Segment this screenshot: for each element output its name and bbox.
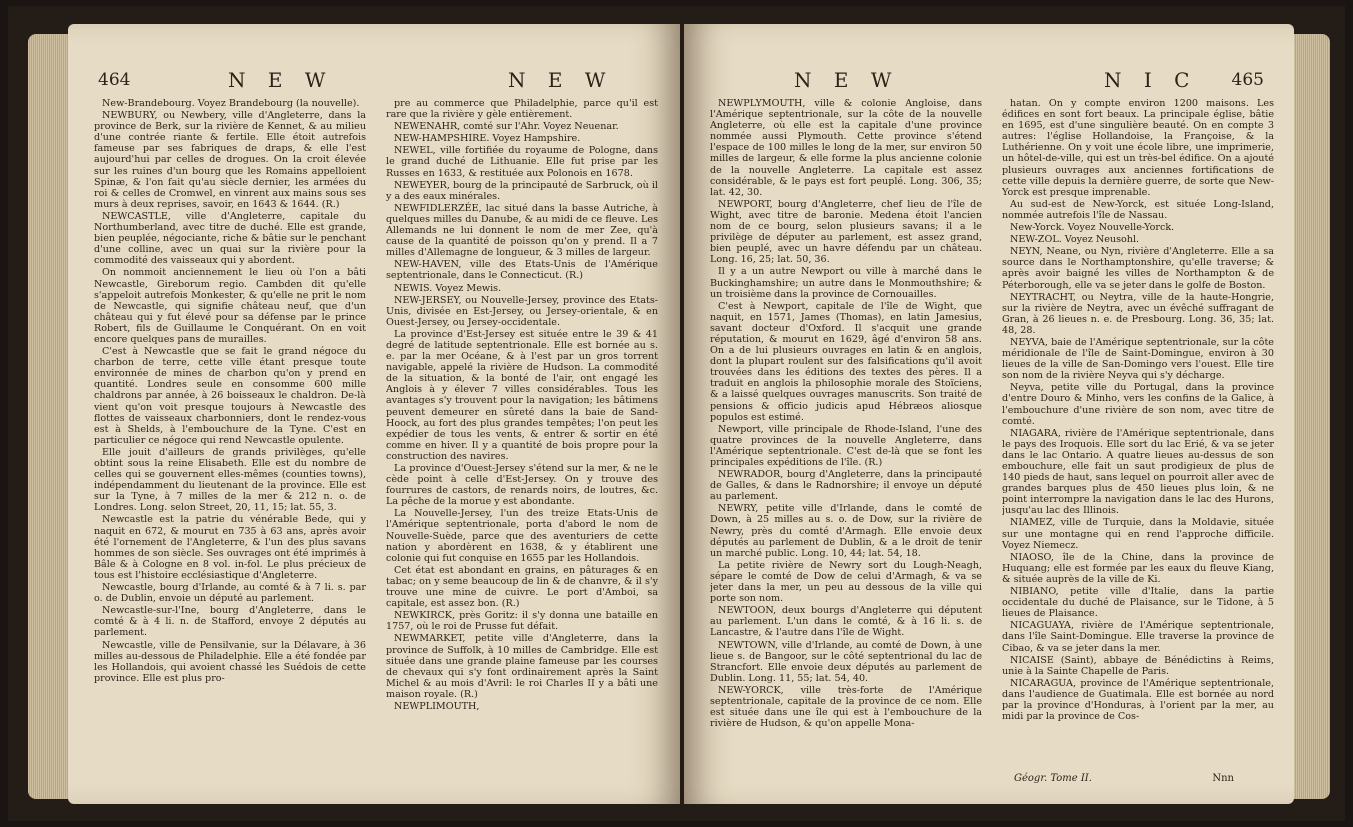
right-running-head <box>714 68 1264 94</box>
entry-paragraph: NEW-HAMPSHIRE. Voyez Hampshire. <box>394 133 581 145</box>
entry-paragraph: NEYTRACHT, ou Neytra, ville de la haute-Hongrie, sur la rivière de Neytra, avec un évêché suffragant de Gran, à 26 lieues n. e. de Presbourg. Long. 36, 35; lat. 48, 28. <box>1002 291 1274 336</box>
entry-paragraph: NEWENAHR, comté sur l'Ahr. Voyez Neuenar. <box>394 121 619 133</box>
entry-paragraph: Cet état est abondant en grains, en pâturages & en tabac; on y seme beaucoup de lin & de chanvre, & il s'y trouve une mine de cuivre. Le port d'Amboi, sa capitale, est assez bon. (R.) <box>386 564 658 610</box>
right-page-number: 465 <box>1231 70 1264 90</box>
entry-paragraph: La Nouvelle-Jersey, l'un des treize Etats-Unis de l'Amérique septentrionale, porta d'abord le nom de Nouvelle-Suède, parce que des aventuriers de cette nation y abordèrent en 1638, & y établirent une colonie qui fut conquise en 1655 par les Hollandois. <box>386 508 658 564</box>
right-page <box>684 24 1294 804</box>
entry-paragraph: NEWEL, ville fortifiée du royaume de Pologne, dans le grand duché de Lithuanie. Elle fut prise par les Russes en 1633, & restituée aux Polonois en 1678. <box>386 145 658 179</box>
entry-paragraph: Elle jouit d'ailleurs de grands privilèges, qu'elle obtint sous la reine Elisabeth. Elle est du nombre de celles qui se gouvernent elles-mêmes (counties towns), indépendamment du lieutenant de la province. Elle est sur la Tyne, à 7 milles de la mer & 212 n. o. de Londres. Long. selon Street, 20, 11, 15; lat. 55, 3. <box>94 446 366 514</box>
entry-paragraph: NICARAGUA, province de l'Amérique septentrionale, dans l'audience de Guatimala. Elle est bornée au nord par la province d'Honduras, à l'orient par la mer, au midi par la province de Cos- <box>1002 677 1274 723</box>
entry-paragraph: NEWTOON, deux bourgs d'Angleterre qui députent au parlement. L'un dans le comté, & à 16 li. s. de Lancastre, & l'autre dans l'île de Wight. <box>710 605 982 639</box>
entry-paragraph: NEWFIDLERZÉE, lac situé dans la basse Autriche, à quelques milles du Danube, & au midi de ce fleuve. Les Allemands ne lui donnent le nom de mer Zee, qu'à cause de la quantité de poisson qu'on y prend. Il a 7 milles d'Allemagne de longueur, & 3 milles de largeur. <box>386 202 658 259</box>
entry-paragraph: Au sud-est de New-Yorck, est située Long-Island, nommée autrefois l'île de Nassau. <box>1002 198 1274 221</box>
right-page-edges <box>1294 34 1330 799</box>
entry-paragraph: NEW-ZOL. Voyez Neusohl. <box>1010 234 1140 246</box>
signature-mark: Nnn <box>1212 773 1234 784</box>
entry-paragraph: NEWBURY, ou Newbery, ville d'Angleterre, dans la province de Berk, sur la rivière de Kennet, & au milieu d'une contrée riante & fertile. Elle étoit autrefois fameuse par ses fabriques de draps, & elle l'est aujourd'hui par celles de drogues. On la croit élevée sur les ruines d'un bourg que les Romains appelloient Spinæ, & l'on fait qu'au siècle dernier, les armées du roi & celles de Cromwel, en vinrent aux mains sous ses murs à deux reprises, savoir, en 1643 & 1644. (R.) <box>94 110 366 210</box>
entry-paragraph: La petite rivière de Newry sort du Lough-Neagh, sépare le comté de Dow de celui d'Armagh, & va se jeter dans la mer, un peu au dessous de la ville qui porte son nom. <box>710 559 982 605</box>
entry-paragraph: Neyva, petite ville du Portugal, dans la province d'entre Douro & Minho, vers les confins de la Galice, à l'embouchure d'une rivière de son nom, avec titre de comté. <box>1002 382 1274 427</box>
left-page-edges <box>28 34 68 799</box>
book-spread <box>8 6 1345 821</box>
entry-paragraph: NEWIS. Voyez Mewis. <box>394 282 502 294</box>
entry-paragraph: NEWEYER, bourg de la principauté de Sarbruck, où il y a des eaux minérales. <box>386 179 658 202</box>
entry-paragraph: NIBIANO, petite ville d'Italie, dans la partie occidentale du duché de Plaisance, sur le Tidone, à 5 lieues de Plaisance. <box>1002 586 1274 620</box>
right-column-1 <box>710 98 982 786</box>
entry-paragraph: New-Brandebourg. Voyez Brandebourg (la nouvelle). <box>102 98 360 109</box>
entry-paragraph: NEW-JERSEY, ou Nouvelle-Jersey, province des Etats-Unis, divisée en Est-Jersey, ou Jersey-orientale, & en Ouest-Jersey, ou Jersey-occidentale. <box>386 294 658 328</box>
entry-paragraph: Newcastle, bourg d'Irlande, au comté & à 7 li. s. par o. de Dublin, envoie un député au parlement. <box>94 582 366 605</box>
left-head-word-2: N E W <box>508 68 614 92</box>
entry-paragraph: Newcastle est la patrie du vénérable Bede, qui y naquit en 672, & mourut en 735 à 63 ans, après avoir été l'ornement de l'Angleterre, & l'un des plus savans hommes de son siècle. Ses ouvrages ont été imprimés à Bâle & à Cologne en 8 vol. in-fol. Le plus précieux de tous est l'histoire ecclésiastique d'Angleterre. <box>94 514 366 581</box>
left-column-1 <box>94 98 366 786</box>
entry-paragraph: NEWPLIMOUTH, <box>394 700 480 712</box>
entry-paragraph: NEWCASTLE, ville d'Angleterre, capitale du Northumberland, avec titre de duché. Elle est grande, bien peuplée, négociante, riche & bâtie sur le penchant d'une colline, avec un quai sur la rivière pour la commodité des vaisseaux qui y abordent. <box>94 210 366 267</box>
entry-paragraph: hatan. On y compte environ 1200 maisons. Les édifices en sont fort beaux. La principale église, bâtie en 1695, est d'une singulière beauté. On en compte 3 autres: l'église Hollandoise, la Françoise, & la Luthérienne. On y voit une école libre, une imprimerie, un hôtel-de-ville, qui est un très-bel édifice. On a ajouté plusieurs ouvrages aux anciennes fortifications de cette ville depuis la dernière guerre, de sorte que New-Yorck est presque imprenable. <box>1002 98 1274 198</box>
entry-paragraph: NEWPORT, bourg d'Angleterre, chef lieu de l'île de Wight, avec titre de baronie. Medena étoit l'ancien nom de ce bourg, selon plusieurs savans; il a le privilège de députer au parlement, est assez grand, bien peuplé, avec un havre défendu par un château. Long. 16, 25; lat. 50, 36. <box>710 198 982 266</box>
entry-paragraph: NEYVA, baie de l'Amérique septentrionale, sur la côte méridionale de l'île de Saint-Domingue, environ à 30 lieues de la ville de San-Domingo vers l'ouest. Elle tire son nom de la rivière Neyva qui s'y décharge. <box>1002 336 1274 382</box>
left-head-word-1: N E W <box>228 68 334 92</box>
entry-paragraph: New-Yorck. Voyez Nouvelle-Yorck. <box>1010 222 1175 234</box>
entry-paragraph: NEWRADOR, bourg d'Angleterre, dans la principauté de Galles, & dans le Radnorshire; il envoye un député au parlement. <box>710 469 982 503</box>
left-running-head <box>98 68 650 94</box>
entry-paragraph: NEWMARKET, petite ville d'Angleterre, dans la province de Suffolk, à 10 milles de Cambridge. Elle est située dans une grande plaine fameuse par les courses de chevaux qui s'y font ordinairement après la Saint Michel & au mois d'Avril: le roi Charles II y a bâti une maison royale. (R.) <box>386 633 658 700</box>
entry-paragraph: NEWRY, petite ville d'Irlande, dans le comté de Down, à 25 milles au s. o. de Dow, sur la rivière de Newry, près du comté d'Armagh. Elle envoie deux députés au parlement de Dublin, & a le droit de tenir un marché public. Long. 10, 44; lat. 54, 18. <box>710 503 982 559</box>
entry-paragraph: NEW-YORCK, ville très-forte de l'Amérique septentrionale, capitale de la province de ce nom. Elle est située dans une île qui est à l'embouchure de la rivière de Hudson, & qu'on appelle Mona- <box>710 684 982 730</box>
entry-paragraph: La province d'Est-Jersey est située entre le 39 & 41 degré de latitude septentrionale. Elle est bornée au s. e. par la mer Océane, & à l'est par un gros torrent navigable, appelé la rivière de Hudson. La commodité de la situation, & la bonté de l'air, ont engagé les Anglois à y élever 7 villes considérables. Tous les avantages s'y trouvent pour la navigation; les bâtimens peuvent demeurer en sûreté dans la baie de Sand-Hoock, au fort des plus grandes tempêtes; l'on peut les expédier de tous les vents, & entrer & sortir en été comme en hiver. Il y a quantité de bois propre pour la construction des navires. <box>386 328 658 462</box>
left-column-2 <box>386 98 658 786</box>
entry-paragraph: La province d'Ouest-Jersey s'étend sur la mer, & ne le cède point à celle d'Est-Jersey. On y trouve des fourrures de castors, de renards noirs, de loutres, &c. La pêche de la morue y est abondante. <box>386 463 658 508</box>
entry-paragraph: NEW-HAVEN, ville des Etats-Unis de l'Amérique septentrionale, dans le Connecticut. (R.) <box>386 259 658 282</box>
tome-footer: Géogr. Tome II. <box>1014 773 1092 784</box>
entry-paragraph: Newcastle-sur-l'Ine, bourg d'Angleterre, dans le comté & à 4 li. n. de Stafford, envoye 2 députés au parlement. <box>94 605 366 639</box>
entry-paragraph: NEWKIRCK, près Goritz: il s'y donna une bataille en 1757, où le roi de Prusse fut défait. <box>386 610 658 633</box>
entry-paragraph: NIAGARA, rivière de l'Amérique septentrionale, dans le pays des Iroquois. Elle sort du lac Erié, & va se jeter dans le lac Ontario. A quatre lieues au-dessus de son embouchure, elle fait un saut prodigieux de plus de 140 pieds de haut, sans lequel on pourroit aller avec de grandes barques plus de 450 lieues plus loin, & ne point interrompre la navigation dans le lac des Hurons, jusqu'au lac des Illinois. <box>1002 427 1274 517</box>
entry-paragraph: NICAISE (Saint), abbaye de Bénédictins à Reims, unie à la Sainte Chapelle de Paris. <box>1002 654 1274 677</box>
entry-paragraph: NIAMEZ, ville de Turquie, dans la Moldavie, située sur une montagne qui en rend l'approche difficile. Voyez Niemecz. <box>1002 517 1274 551</box>
right-head-word-1: N E W <box>794 68 900 92</box>
left-page-number: 464 <box>98 70 131 90</box>
entry-paragraph: NICAGUAYA, rivière de l'Amérique septentrionale, dans l'île Saint-Domingue. Elle traverse la province de Cibao, & va se jeter dans la mer. <box>1002 620 1274 654</box>
entry-paragraph: NEYN, Neane, ou Nyn, rivière d'Angleterre. Elle a sa source dans le Northamptonshire, qu'elle traverse; & après avoir baigné les villes de Northampton & de Péterborough, elle va se jeter dans le golfe de Boston. <box>1002 246 1274 291</box>
entry-paragraph: NEWTOWN, ville d'Irlande, au comté de Down, à une lieue s. de Bangoor, sur le côté septentrional du lac de Strancfort. Elle envoie deux députés au parlement de Dublin. Long. 11, 55; lat. 54, 40. <box>710 639 982 684</box>
entry-paragraph: Newcastle, ville de Pensilvanie, sur la Délavare, à 36 milles au-dessous de Philadelphie. Elle a été fondée par les Hollandois, qui avoient chassé les Suédois de cette province. Elle est plus pro- <box>94 639 366 684</box>
left-page <box>68 24 680 804</box>
entry-paragraph: Newport, ville principale de Rhode-Island, l'une des quatre provinces de la nouvelle Angleterre, dans l'Amérique septentrionale. C'est de-là que se font les principales expéditions de l'île. (R.) <box>710 423 982 468</box>
right-column-2 <box>1002 98 1274 786</box>
entry-paragraph: On nommoit anciennement le lieu où l'on a bâti Newcastle, Gireborum regio. Cambden dit qu'elle s'appeloit autrefois Monkester, & qu'elle ne prit le nom de Newcastle, qui signifie château neuf, que d'un château qui y fut élevé pour sa défense par le prince Robert, fils de Guillaume le Conquérant. On en voit encore quelques pans de murailles. <box>94 267 366 345</box>
entry-paragraph: Il y a un autre Newport ou ville à marché dans le Buckinghamshire; un autre dans le Monmouthshire; & un troisième dans la province de Cornouailles. <box>710 266 982 300</box>
entry-paragraph: NEWPLYMOUTH, ville & colonie Angloise, dans l'Amérique septentrionale, sur la côte de la nouvelle Angleterre, où elle est la capitale d'une province nommée aussi Plymouth. Cette province s'étend l'espace de 100 milles le long de la mer, sur environ 50 milles de largeur, & elle forme la plus ancienne colonie de la nouvelle Angleterre. La capitale est assez considérable, & le pays est fort peuplé. Long. 306, 35; lat. 42, 30. <box>710 98 982 198</box>
right-head-word-2: N I C <box>1104 68 1198 92</box>
entry-paragraph: pre au commerce que Philadelphie, parce qu'il est rare que la rivière y gèle entièrement. <box>386 98 658 121</box>
entry-paragraph: NIAOSO, île de la Chine, dans la province de Huquang; elle est formée par les eaux du fleuve Kiang, & située auprès de la ville de Ki. <box>1002 551 1274 585</box>
entry-paragraph: C'est à Newcastle que se fait le grand négoce du charbon de terre, cette ville étant presque toute environnée de mines de charbon qu'on y prend en quantité. Londres seule en consomme 600 mille chaldrons par année, à 26 boisseaux le chaldron. De-là vient qu'on voit presque toujours à Newcastle des flottes de vaisseaux charbonniers, dont le rendez-vous est à Shelds, à l'embouchure de la Tyne. C'est en particulier ce négoce qui rend Newcastle opulente. <box>94 346 366 446</box>
entry-paragraph: C'est à Newport, capitale de l'île de Wight, que naquit, en 1571, James (Thomas), en latin Jamesius, savant docteur d'Oxford. Il s'acquit une grande réputation, & mourut en 1629, âgé d'environ 58 ans. On a de lui plusieurs ouvrages en latin & en anglois, dont la plupart roulent sur des falsifications qu'il avoit trouvées dans les éditions des textes des pères. Il a traduit en anglois la philosophie morale des Stoïciens, & a laissé quelques ouvrages manuscrits. Son traité de pensions & officio judicis apud Hébræos aliosque populos est estimé. <box>710 300 982 423</box>
